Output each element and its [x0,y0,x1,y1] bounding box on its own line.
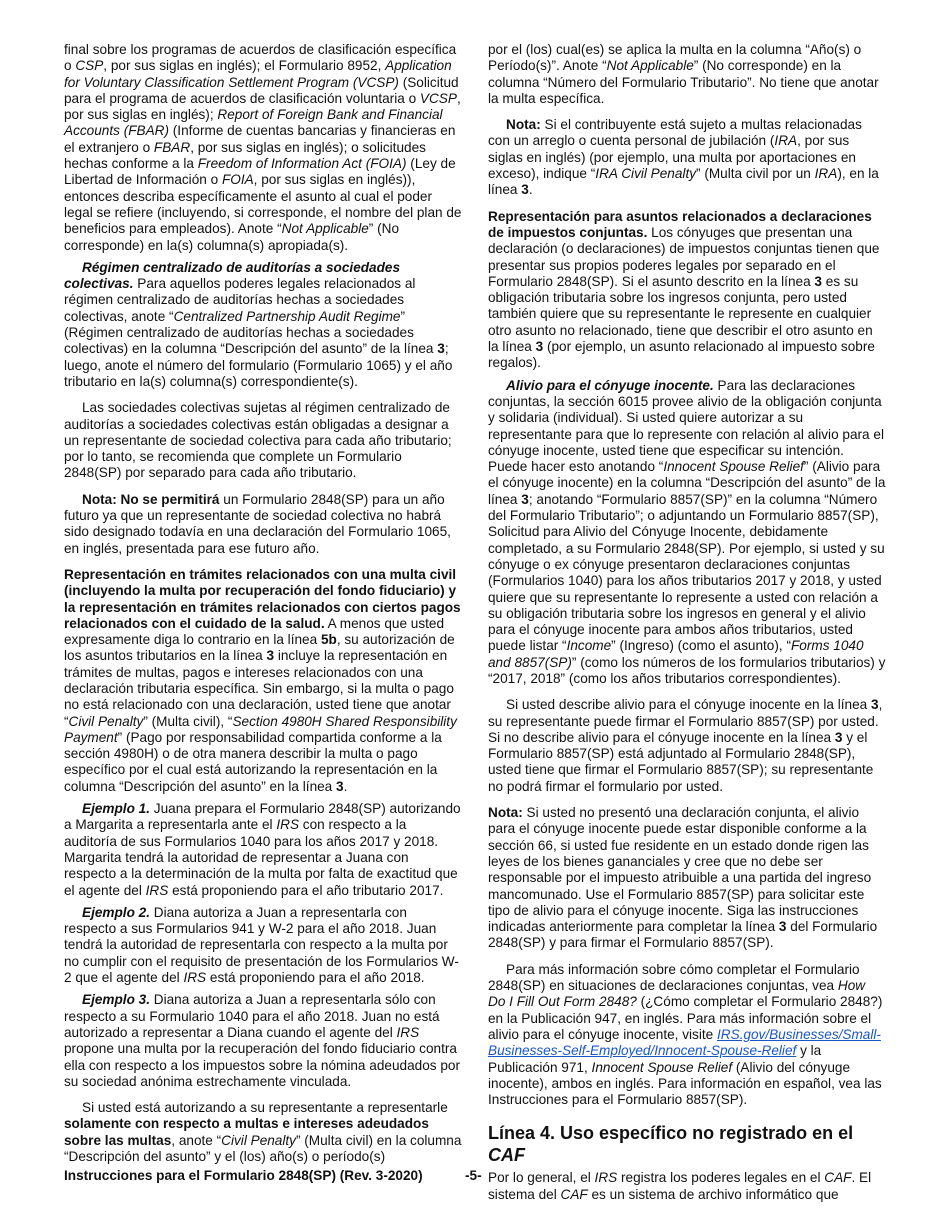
text-run: 3 [871,697,879,713]
text-run: y el Formulario 8857(SP) está adjuntado al Formulario 2848(SP), usted tiene que firmar el Formulario 8857(SP); su representante no podrá firmar el formulario por usted. [488,729,874,794]
paragraph [64,260,462,390]
text-run: (Alivio del cónyuge inocente), ambos en inglés. Para información en español, vea las Instrucciones para el Formulario 8857(SP). [488,1059,882,1108]
text-run: , por sus siglas en inglés); o solicitudes hechas conforme a la [64,139,426,172]
text-run: Ejemplo 2. [82,904,150,920]
text-run: Civil Penalty [221,1132,296,1148]
text-run: (Ley de Libertad de Información o [64,156,456,188]
example-paragraph [64,992,462,1090]
text-run: 5b [320,632,337,648]
text-run: (Solicitud para el programa de acuerdos de clasificación voluntaria o [64,74,459,106]
text-run: ” (Alivio para el cónyuge inocente) en la columna “Descripción del asunto” de la línea [488,459,886,507]
text-run: ; anotando “Formulario 8857(SP)” en la columna “Número del Formulario Tributario”; o adjuntando un Formulario 8857(SP), Solicitud para Alivio del Cónyuge Inocente, debidamente completado, a su Formulario 2848(SP). Por ejemplo, si usted y su cónyuge o ex cónyuge presentaron declaraciones conjuntas (Formularios 1040) para los años tributarios 2017 y 2018, y usted quiere que su representante lo represente a usted con relación a su obligación tributaria sobre los ingresos en general y el alivio para el cónyuge inocente para ambos años tributarios, usted puede listar “ [488,491,885,654]
text-run: IRS [276,817,300,833]
text-run: , su representante puede firmar el Formulario 8857(SP) por usted. Si no describe alivio para el cónyuge inocente en la línea [488,697,883,745]
text-run: Nota: No se permitirá [82,491,220,507]
text-run: ; luego, anote el número del formulario (Formulario 1065) y el año tributario en la(s) columna(s) correspondiente(s). [64,341,453,389]
text-run: , su autorización de los asuntos tributarios en la línea [64,632,455,664]
text-run: Si el contribuyente está sujeto a multas relacionadas con un arreglo o cuenta personal de jubilación ( [488,117,862,149]
text-run: Nota: [506,117,541,133]
text-run: Income [566,638,612,654]
text-run: FOIA [221,172,254,188]
paragraph [488,962,886,1109]
text-run: Diana autoriza a Juan a representarla sólo con respecto a su Formulario 1040 para el año 2018. Juan no está autorizado a representar a Diana cuando el agente del [64,992,440,1040]
text-run: Alivio para el cónyuge inocente. [506,377,714,393]
paragraph [488,697,886,795]
text-run: 3 [437,341,445,357]
text-run: 3 [336,778,344,794]
text-run: Innocent Spouse Relief [663,459,804,475]
text-run: 3 [535,339,544,355]
text-run: ” (como los números de los formularios tributarios) y “2017, 2018” (como los años tributarios correspondientes). [488,654,886,686]
footer-title: Instrucciones para el Formulario 2848(SP) (Rev. 3-2020) [64,1168,423,1183]
text-run: Section 4980H Shared Responsibility Payment [64,713,457,745]
text-run: Régimen centralizado de auditorías a sociedades colectivas. [64,259,401,292]
text-run: IRS [594,1170,618,1186]
paragraph [64,42,462,254]
text-run: Por lo general, el [488,1170,595,1186]
text-run: 3 [266,648,275,664]
left-column [64,42,462,1171]
text-run: ” (Multa civil por un [696,166,815,182]
section-paragraph [64,567,462,795]
paragraph [488,42,886,107]
text-run: es un sistema de archivo informático que [587,1186,839,1202]
note-paragraph [64,492,462,557]
text-run: ” (Multa civil), “ [143,713,233,729]
reference-link[interactable]: IRS.gov/Businesses/Small-Businesses-Self-Employed/Innocent-Spouse-Relief [488,1026,881,1059]
text-run: incluye la representación en trámites de multas, pagos e intereses relacionados con una declaración tributaria específica. Sin embargo, si la multa o pago no está relacionado con una declaración, usted tiene que anotar “ [64,648,454,729]
text-run: por el (los) cual(es) se aplica la multa en la columna “Año(s) o Período(s)”. Anote “ [488,42,862,74]
text-run: ” (Ingreso) (como el asunto), “ [611,638,791,654]
text-run: (¿Cómo completar el Formulario 2848?) en la Publicación 947, en inglés. Para más información sobre el alivio para el cónyuge inocente, visite [488,994,883,1042]
text-run: Para aquellos poderes legales relacionados al régimen centralizado de auditorías hechas a sociedades colectivas, anote “ [64,276,416,324]
text-run: final sobre los programas de acuerdos de clasificación específica o [64,42,457,74]
text-run: 3 [814,273,822,289]
text-run: FBAR [153,139,191,155]
text-run: ” (Pago por responsabilidad compartida conforme a la sección 4980H) o de otra manera describir la multa o pago específico por el cual está autorizando la representación en la columna “Descripción del asunto” en la línea [64,729,442,794]
text-run: Freedom of Information Act (FOIA) [197,156,407,172]
text-run: Report of Foreign Bank and Financial Accounts (FBAR) [64,107,443,139]
text-run: Para más información sobre cómo completar el Formulario 2848(SP) en situaciones de declaraciones conjuntas, vea [488,961,860,994]
text-run: es su obligación tributaria sobre los ingresos conjunta, pero usted también quiere que su representante le represente en cualquier otro asunto no relacionado, tiene que describir el otro asunto en la línea [488,273,873,355]
section-paragraph [488,378,886,688]
text-run: Not Applicable [606,58,694,74]
text-run: , anote “ [171,1132,222,1148]
text-run: ” (No corresponde) en la(s) columna(s) apropiada(s). [64,221,400,253]
paragraph [488,1170,886,1203]
text-run: VCSP [419,90,457,106]
text-run: ” (Multa civil) en la columna “Descripción del asunto” y el (los) año(s) o período(s) [64,1132,462,1164]
text-run: Application for Voluntary Classification Settlement Program (VCSP) [64,58,452,90]
text-run: con respecto a la auditoría de sus Formularios 1040 para los años 2017 y 2018. Margarita tendrá la autoridad de representar a Juana con respecto a la determinación de la multa por falta de exactitud que el agente del [64,817,458,898]
text-run: registra los poderes legales en el [617,1170,825,1186]
paragraph [64,1100,462,1165]
note-paragraph [488,805,886,952]
text-run: solamente con respecto a multas e intereses adeudados sobre las multas [64,1116,429,1148]
text-run: IRS [145,882,169,898]
text-run: . El sistema del [488,1170,872,1202]
note-paragraph [488,117,886,198]
text-run: 3 [778,919,787,935]
text-run: . [343,778,348,794]
text-run: Innocent Spouse Relief [591,1059,733,1075]
example-paragraph [64,905,462,986]
text-run: IRA Civil Penalty [595,166,697,182]
text-run: del Formulario 2848(SP) y para firmar el Formulario 8857(SP). [488,919,878,951]
text-run: Ejemplo 3. [82,992,150,1008]
text-run: propone una multa por la recuperación del fondo fiduciario contra ella con respecto a los impuestos sobre la nómina adeudados por su sociedad anónima estrechamente vinculada. [64,1041,460,1089]
text-run: 3 [521,491,529,507]
text-run: y la Publicación 971, [488,1043,822,1075]
section-paragraph [488,209,886,372]
text-run: Línea 4. Uso específico no registrado en el [488,1123,854,1144]
paragraph [64,400,462,481]
text-run: está proponiendo para el año tributario 2017. [168,882,444,898]
text-run: Si usted está autorizando a su representante a representarle [82,1100,448,1116]
text-run: un Formulario 2848(SP) para un año futuro ya que un representante de sociedad colectiva no habrá sido designado todavía en una declaración del Formulario 1065, en inglés, presentada para ese futuro año. [64,491,451,556]
text-run: CAF [824,1170,852,1186]
text-run: Forms 1040 and 8857(SP) [488,638,864,670]
text-run: , por sus siglas en inglés)), entonces describa específicamente el asunto al cual el poder legal se refiere (incluyendo, si corresponde, el nombre del plan de beneficios para empleados). Anote “ [64,172,462,237]
section-heading [488,1122,886,1166]
text-run: IRA [774,133,798,149]
text-run: Representación en trámites relacionados con una multa civil (incluyendo la multa por recuperación del fondo fiduciario) y la representación en trámites relacionados con ciertos pagos relacionados con el cuidado de la salud. [64,566,461,631]
text-run: Civil Penalty [68,713,144,729]
text-run: IRS [396,1024,420,1040]
text-run: (Informe de cuentas bancarias y financieras en el extranjero o [64,123,456,155]
page-number: -5- [465,1168,482,1183]
text-run: está proponiendo para el año 2018. [206,970,425,986]
text-run: , por sus siglas en inglés); el Formulario 8952, [103,58,386,74]
text-run: CAF [560,1186,588,1202]
text-run: CSP [75,58,104,74]
text-run: Para las declaraciones conjuntas, la sección 6015 provee alivio de la obligación conjunta y solidaria (individual). Si usted quiere autorizar a su representante para que lo represente con relación al alivio para el cónyuge inocente, usted tiene que especificar su intención. Puede hacer esto anotando “ [488,377,884,475]
text-run: ” (Régimen centralizado de auditorías hechas a sociedades colectivas) en la columna “Descripción del asunto” de la línea [64,308,438,357]
text-run: ” (No corresponde) en la columna “Número del Formulario Tributario”. No tiene que anotar la multa específica. [488,58,879,106]
text-run: IRA [814,166,838,182]
text-run: CAF [488,1145,525,1166]
text-run: Nota: [488,805,523,821]
text-run: A menos que usted expresamente diga lo contrario en la línea [64,615,445,648]
text-run: Ejemplo 1. [82,801,150,817]
text-run: 3 [521,182,529,198]
text-run: 3 [834,729,843,745]
text-run: (por ejemplo, un asunto relacionado al impuesto sobre regalos). [488,339,875,371]
text-run: Juana prepara el Formulario 2848(SP) autorizando a Margarita a representarla ante el [64,801,461,833]
text-run: , por sus siglas en inglés) (por ejemplo, una multa por aportaciones en exceso), indique “ [488,133,856,182]
text-run: , por sus siglas en inglés); [64,90,461,123]
text-run: Los cónyuges que presentan una declaración (o declaraciones) de impuestos conjuntas tienen que presentar sus propios poderes legales por separado en el Formulario 2848(SP). Si el asunto descrito en la línea [488,224,880,289]
text-run: Las sociedades colectivas sujetas al régimen centralizado de auditorías a sociedades colectivas están obligadas a designar a un representante de sociedad colectiva para cada año tributario; por lo tanto, se recomienda que complete un Formulario 2848(SP) por separado para cada año tributario. [64,400,452,481]
text-run: How Do I Fill Out Form 2848? [488,978,866,1010]
text-run: Representación para asuntos relacionados a declaraciones de impuestos conjuntas. [488,208,872,240]
text-run: Si usted no presentó una declaración conjunta, el alivio para el cónyuge inocente puede estar disponible conforme a la sección 66, si usted fue residente en un estado donde rigen las leyes de los bienes gananciales y cree que no debe ser responsable por el impuesto atribuible a una partida del ingreso mancomunado. Use el Formulario 8857(SP) para solicitar este tipo de alivio para el cónyuge inocente. Siga las instrucciones indicadas anteriormente para completar la línea [488,805,872,935]
text-run: ), en la línea [488,166,879,198]
text-run: Not Applicable [281,221,369,237]
right-column [488,42,886,1209]
text-run: Centralized Partnership Audit Regime [173,308,401,324]
text-run: Si usted describe alivio para el cónyuge inocente en la línea [506,697,872,713]
text-run: . [528,182,533,198]
text-run: IRS [183,970,207,986]
example-paragraph [64,801,462,899]
text-run: Diana autoriza a Juan a representarla con respecto a sus Formularios 941 y W-2 para el año 2018. Juan tendrá la autoridad de representarla con respecto a la multa por no cumplir con el requisito de presentación de los Formularios W-2 que el agente del [64,904,459,986]
